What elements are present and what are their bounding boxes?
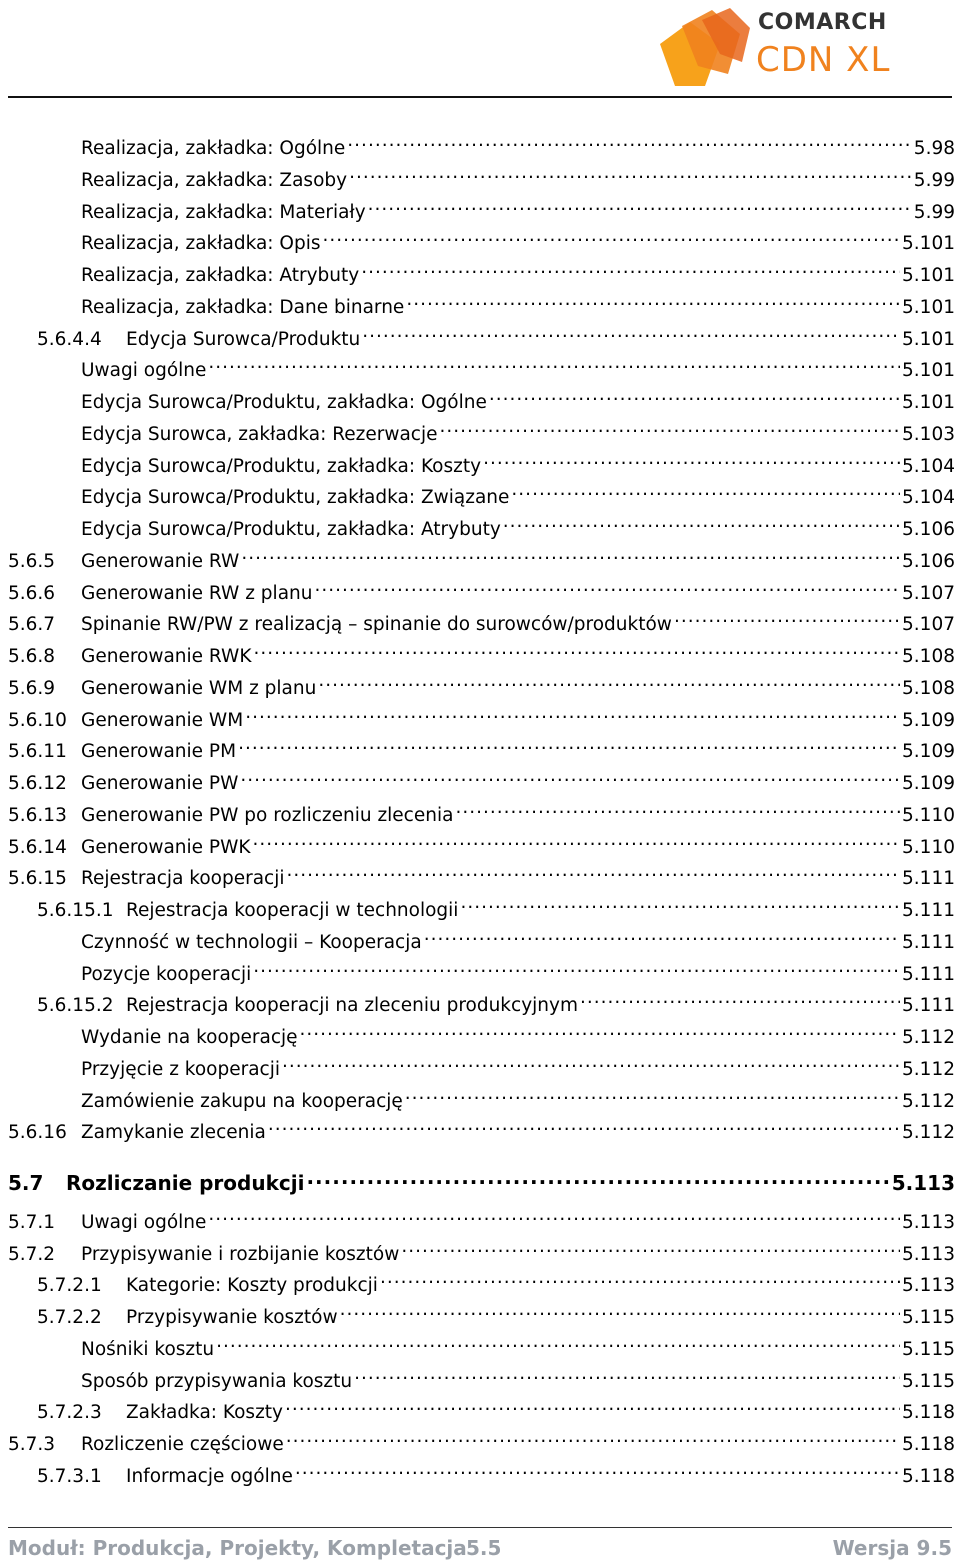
header-divider	[8, 96, 952, 98]
footer-divider	[8, 1527, 952, 1528]
toc-page-number: 5.115	[902, 1338, 955, 1360]
footer-module: Moduł: Produkcja, Projekty, Kompletacja	[8, 1536, 467, 1560]
toc-entry[interactable]	[8, 1049, 955, 1080]
toc-entry[interactable]	[8, 1456, 955, 1487]
toc-title: Uwagi ogólne	[81, 1211, 207, 1233]
toc-entry[interactable]	[8, 1392, 955, 1424]
toc-number: 5.7.3.1	[37, 1465, 102, 1487]
toc-page-number: 5.118	[902, 1402, 955, 1424]
toc-title: Uwagi ogólne	[81, 360, 207, 382]
toc-page-number: 5.111	[902, 963, 955, 985]
toc-page-number: 5.115	[902, 1307, 955, 1328]
toc-leader-dots	[580, 985, 900, 1011]
toc-number: 5.7.2.2	[37, 1307, 102, 1328]
toc-entry[interactable]	[8, 319, 955, 350]
toc-leader-dots	[511, 477, 900, 503]
toc-page-number: 5.112	[902, 1058, 955, 1080]
toc-entry[interactable]	[8, 858, 955, 890]
toc-page-number: 5.99	[913, 169, 955, 191]
toc-page-number: 5.106	[902, 550, 955, 572]
toc-number: 5.6.14	[8, 836, 67, 858]
toc-title: Realizacja, zakładka: Dane binarne	[81, 296, 405, 318]
toc-leader-dots	[300, 1017, 901, 1043]
toc-entry[interactable]	[8, 985, 955, 1017]
toc-title: Realizacja, zakładka: Zasoby	[81, 169, 348, 191]
toc-leader-dots	[287, 858, 901, 884]
toc-title: Edycja Surowca, zakładka: Rezerwacje	[81, 423, 438, 445]
toc-leader-dots	[323, 223, 901, 249]
toc-leader-dots	[253, 954, 900, 980]
toc-number: 5.6.9	[8, 677, 56, 699]
toc-leader-dots	[253, 827, 901, 853]
toc-entry[interactable]	[8, 731, 955, 763]
product-name: CDN XL	[756, 40, 891, 80]
toc-title: Nośniki kosztu	[81, 1338, 215, 1360]
toc-page-number: 5.115	[902, 1370, 955, 1392]
toc-title: Edycja Surowca/Produktu, zakładka: Koszty	[81, 455, 482, 477]
toc-page-number: 5.113	[902, 1243, 955, 1265]
toc-entry[interactable]	[8, 700, 955, 731]
toc-title: Generowanie PWK	[81, 836, 251, 858]
toc-leader-dots	[238, 731, 900, 757]
toc-entry[interactable]	[8, 668, 955, 699]
toc-title: Informacje ogólne	[126, 1465, 293, 1487]
toc-number: 5.7.3	[8, 1434, 56, 1455]
toc-title: Edycja Surowca/Produktu, zakładka: Ogólne	[81, 392, 487, 413]
toc-entry[interactable]	[8, 954, 955, 985]
toc-leader-dots	[361, 255, 900, 281]
toc-page-number: 5.112	[902, 1122, 955, 1144]
toc-page-number: 5.107	[902, 582, 955, 604]
toc-entry[interactable]	[8, 1329, 955, 1360]
toc-number: 5.6.15.1	[37, 900, 114, 921]
footer-chapter: 5.5	[466, 1536, 502, 1560]
toc-leader-dots	[362, 319, 900, 345]
toc-entry[interactable]	[8, 1164, 955, 1195]
toc-entry[interactable]	[8, 1297, 955, 1328]
toc-entry[interactable]	[8, 1265, 955, 1297]
toc-title: Wydanie na kooperację	[81, 1027, 298, 1048]
toc-page-number: 5.113	[902, 1275, 955, 1297]
toc-page-number: 5.111	[902, 868, 955, 890]
toc-entry[interactable]	[8, 1424, 955, 1455]
toc-page-number: 5.98	[913, 138, 955, 159]
toc-leader-dots	[503, 509, 900, 535]
toc-page-number: 5.101	[902, 233, 955, 255]
toc-page-number: 5.109	[902, 709, 955, 731]
toc-page-number: 5.101	[902, 265, 955, 286]
toc-title: Generowanie WM z planu	[81, 677, 317, 699]
toc-title: Generowanie WM	[81, 709, 244, 731]
toc-entry[interactable]	[8, 922, 955, 953]
toc-title: Realizacja, zakładka: Materiały	[81, 201, 366, 223]
toc-title: Generowanie PW po rozliczeniu zlecenia	[81, 804, 454, 826]
toc-number: 5.6.15.2	[37, 995, 114, 1017]
toc-entry[interactable]	[8, 128, 955, 159]
toc-entry[interactable]	[8, 604, 955, 636]
toc-leader-dots	[282, 1049, 900, 1075]
toc-title: Zamówienie zakupu na kooperację	[81, 1090, 403, 1112]
toc-title: Przypisywanie kosztów	[126, 1307, 338, 1328]
toc-title: Generowanie PM	[81, 741, 237, 763]
toc-page-number: 5.112	[902, 1027, 955, 1048]
toc-page-number: 5.111	[902, 931, 955, 953]
toc-page-number: 5.107	[902, 614, 955, 636]
toc-number: 5.6.7	[8, 614, 56, 636]
toc-leader-dots	[405, 1081, 900, 1107]
toc-page-number: 5.99	[913, 201, 955, 223]
toc-page-number: 5.101	[902, 392, 955, 413]
toc-leader-dots	[268, 1112, 900, 1138]
toc-page-number: 5.118	[902, 1465, 955, 1487]
toc-number: 5.6.13	[8, 804, 67, 826]
toc-title: Generowanie RWK	[81, 646, 252, 667]
toc-title: Zamykanie zlecenia	[81, 1122, 266, 1144]
toc-page-number: 5.103	[902, 423, 955, 445]
toc-entry[interactable]	[8, 1017, 955, 1048]
toc-leader-dots	[460, 890, 900, 916]
toc-page-number: 5.113	[891, 1171, 955, 1195]
toc-title: Generowanie RW z planu	[81, 582, 313, 604]
toc-number: 5.6.10	[8, 709, 67, 731]
footer-version: Wersja 9.5	[832, 1536, 952, 1560]
toc-entry[interactable]	[8, 763, 955, 794]
toc-page-number: 5.108	[902, 677, 955, 699]
toc-entry[interactable]	[8, 636, 955, 667]
toc-page-number: 5.110	[902, 836, 955, 858]
toc-number: 5.7.2.1	[37, 1275, 102, 1297]
toc-entry[interactable]	[8, 1081, 955, 1112]
toc-number: 5.6.5	[8, 550, 56, 572]
toc-number: 5.7.1	[8, 1211, 56, 1233]
toc-leader-dots	[440, 414, 901, 440]
toc-title: Realizacja, zakładka: Ogólne	[81, 138, 346, 159]
toc-title: Rozliczenie częściowe	[81, 1434, 284, 1455]
toc-page-number: 5.101	[902, 328, 955, 350]
toc-entry[interactable]	[8, 541, 955, 572]
toc-entry[interactable]	[8, 255, 955, 286]
toc-number: 5.6.8	[8, 646, 56, 667]
toc-leader-dots	[368, 192, 912, 218]
toc-page-number: 5.104	[902, 487, 955, 509]
toc-number: 5.6.16	[8, 1122, 67, 1144]
toc-entry[interactable]	[8, 573, 955, 604]
toc-number: 5.6.15	[8, 868, 67, 890]
toc-leader-dots	[455, 795, 900, 821]
toc-title: Sposób przypisywania kosztu	[81, 1370, 353, 1392]
toc-entry[interactable]	[8, 890, 955, 921]
toc-leader-dots	[216, 1329, 900, 1355]
toc-leader-dots	[340, 1297, 900, 1323]
toc-page-number: 5.109	[902, 773, 955, 794]
toc-page-number: 5.109	[902, 741, 955, 763]
toc-title: Pozycje kooperacji	[81, 963, 252, 985]
toc-leader-dots	[240, 763, 900, 789]
toc-entry[interactable]	[8, 827, 955, 858]
toc-leader-dots	[286, 1424, 900, 1450]
toc-entry[interactable]	[8, 223, 955, 255]
toc-leader-dots	[483, 446, 900, 472]
toc-number: 5.6.11	[8, 741, 67, 763]
toc-entry[interactable]	[8, 1234, 955, 1265]
toc-entry[interactable]	[8, 795, 955, 826]
toc-leader-dots	[241, 541, 900, 567]
toc-page-number: 5.101	[902, 360, 955, 382]
toc-page-number: 5.118	[902, 1434, 955, 1455]
toc-page-number: 5.111	[902, 900, 955, 921]
toc-title: Realizacja, zakładka: Opis	[81, 233, 321, 255]
toc-title: Realizacja, zakładka: Atrybuty	[81, 265, 360, 286]
toc-entry[interactable]	[8, 382, 955, 413]
toc-page-number: 5.112	[902, 1090, 955, 1112]
toc-page-number: 5.104	[902, 455, 955, 477]
toc-title: Przyjęcie z kooperacji	[81, 1058, 280, 1080]
toc-leader-dots	[318, 668, 900, 694]
toc-leader-dots	[208, 350, 900, 376]
toc-number: 5.7.2	[8, 1243, 56, 1265]
toc-title: Spinanie RW/PW z realizacją – spinanie do surowców/produktów	[81, 614, 672, 636]
toc-entry[interactable]	[8, 192, 955, 223]
toc-leader-dots	[314, 573, 900, 599]
toc-leader-dots	[295, 1456, 900, 1482]
toc-leader-dots	[306, 1164, 889, 1190]
toc-title: Edycja Surowca/Produktu	[126, 328, 361, 350]
toc-title: Edycja Surowca/Produktu, zakładka: Związane	[81, 487, 510, 509]
toc-title: Generowanie RW	[81, 550, 240, 572]
toc-title: Rejestracja kooperacji	[81, 868, 285, 890]
toc-leader-dots	[253, 636, 900, 662]
toc-number: 5.7.2.3	[37, 1402, 102, 1424]
toc-number: 5.6.6	[8, 582, 56, 604]
toc-leader-dots	[424, 922, 900, 948]
toc-title: Przypisywanie i rozbijanie kosztów	[81, 1243, 400, 1265]
brand-name: COMARCH	[758, 10, 887, 35]
toc-title: Rejestracja kooperacji na zleceniu produkcyjnym	[126, 995, 578, 1017]
toc-leader-dots	[489, 382, 900, 408]
toc-leader-dots	[208, 1202, 900, 1228]
toc-leader-dots	[674, 604, 900, 630]
toc-page-number: 5.108	[902, 646, 955, 667]
toc-page-number: 5.101	[902, 296, 955, 318]
toc-title: Czynność w technologii – Kooperacja	[81, 931, 422, 953]
toc-leader-dots	[401, 1234, 900, 1260]
toc-title: Zakładka: Koszty	[126, 1402, 283, 1424]
toc-entry[interactable]	[8, 477, 955, 509]
toc-leader-dots	[354, 1361, 900, 1387]
toc-entry[interactable]	[8, 1361, 955, 1392]
toc-leader-dots	[380, 1265, 900, 1291]
toc-page-number: 5.113	[902, 1211, 955, 1233]
toc-entry[interactable]	[8, 414, 955, 445]
toc-entry[interactable]	[8, 160, 955, 191]
toc-entry[interactable]	[8, 509, 955, 540]
toc-title: Rozliczanie produkcji	[66, 1171, 305, 1195]
toc-leader-dots	[406, 287, 900, 313]
toc-page-number: 5.106	[902, 519, 955, 540]
toc-entry[interactable]	[8, 350, 955, 382]
toc-entry[interactable]	[8, 1202, 955, 1233]
toc-title: Edycja Surowca/Produktu, zakładka: Atrybuty	[81, 519, 501, 540]
toc-number: 5.6.4.4	[37, 328, 102, 350]
toc-title: Rejestracja kooperacji w technologii	[126, 900, 459, 921]
toc-leader-dots	[245, 700, 900, 726]
toc-title: Generowanie PW	[81, 773, 239, 794]
page-footer	[8, 1536, 952, 1566]
toc-page-number: 5.110	[902, 804, 955, 826]
toc-number: 5.6.12	[8, 773, 67, 794]
toc-number: 5.7	[8, 1171, 44, 1195]
toc-leader-dots	[347, 128, 912, 154]
toc-entry[interactable]	[8, 1112, 955, 1144]
toc-title: Kategorie: Koszty produkcji	[126, 1275, 378, 1297]
toc-leader-dots	[285, 1392, 900, 1418]
toc-entry[interactable]	[8, 287, 955, 318]
toc-entry[interactable]	[8, 446, 955, 477]
toc-leader-dots	[349, 160, 912, 186]
toc-page-number: 5.111	[902, 995, 955, 1017]
